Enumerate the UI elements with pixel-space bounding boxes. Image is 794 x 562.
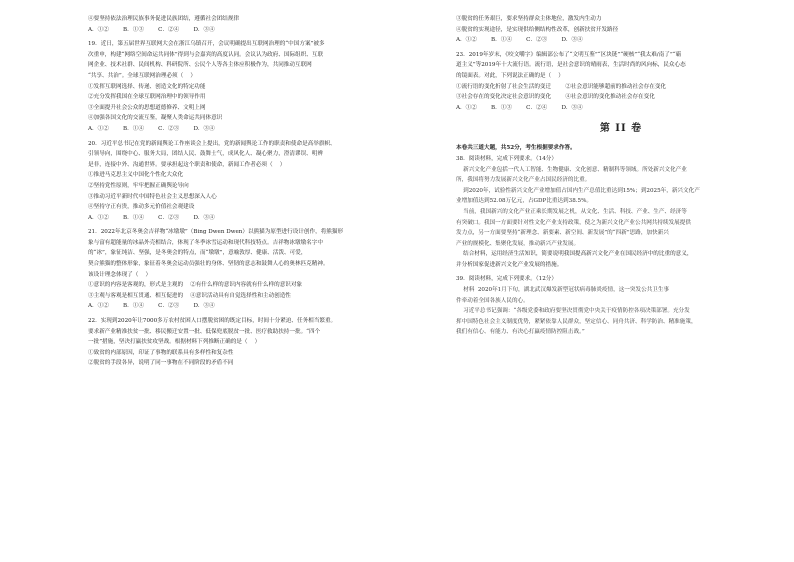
question-text: 的镜面表。对此，下列说法正确的是（ ） (456, 72, 564, 79)
question-text: ④加强各国文化的交流互鉴，凝聚人类命运共同体意识 (88, 115, 223, 122)
question-text: 20．习近平总书记在党的新闻舆论工作座谈会上提出，党的新闻舆论工作的职责和使命是高举旗帜、 (88, 140, 336, 147)
material-text: 挥中国特色社会主义制度优势，紧紧依靠人民群众，坚定信心、同舟共济、科学防治、精准施策， (456, 318, 697, 325)
question-text: ③推动习近平新时代中国特色社会主义思想深入人心 (88, 193, 217, 200)
material-text: 业增加值达到52.08万亿元，占GDP比重达到38.5%。 (456, 198, 593, 205)
material-text: 发力点，另一方面要坚持“新理念、新要素、新空间、新发展”的“四新”思路，加快新兴 (456, 230, 669, 237)
material-text: 习近平总书记强调：“各级党委和政府要坚决贯彻党中央关于疫情防控各项决策部署。充分发 (456, 308, 690, 315)
question-text: 39．阅读材料，完成下列要求。（12分） (456, 276, 557, 283)
question-text: ①发挥互联网选择、传递、创造文化的特定功能 (88, 83, 206, 90)
question-text: 19．近日，第五届世界互联网大会在浙江乌镇召开，会议明确提出互联网治理的“中国方案”被多 (88, 41, 325, 48)
question-text: ④坚持守正有贵，推动多元价值社会观建设 (88, 204, 195, 211)
question-text: 该设计理念体现了（ ） (88, 271, 152, 278)
material-text: 当前，我国新兴的文化产业正乘长期发展之机，从文化、生活、科技、产业、生产、经济等 (456, 208, 687, 215)
question-text: 38．阅读材料，完成下列要求。（14分） (456, 155, 557, 162)
answer-choices: A．①② B．①③ C．②④ D．③④ (456, 104, 583, 111)
material-text: 产业的规模化、集聚化发展，推动新兴产业发展。 (456, 240, 580, 247)
material-text: 材料 2020年1月下旬，湖北武汉爆发新型冠状病毒肺炎疫情，这一突发公共卫生事 (456, 287, 670, 294)
section-instruction: 本卷共三道大题，共52分，考生根据要求作答。 (456, 145, 576, 152)
question-text: 网企业、技术社群、民间机构、科研院所、公民个人等各主体应积极作为，共同推动互联网 (88, 62, 312, 69)
material-text: 我们有信心、有能力、有决心打赢疫情防控阻击战。” (456, 329, 585, 336)
question-text: 要求新产业精准扶贫一批、移民搬迁安置一批、低保兜底脱贫一批、医疗救助扶持一批。“四个 (88, 328, 321, 335)
material-text: 所，我国将努力发展新兴文化产业占国民经济的比重。 (456, 177, 591, 184)
question-text: ③社会存在的变化决定社会意识的变化 ④社会意识的变化推动社会存在变化 (456, 94, 655, 101)
answer-choices: A．①② B．①④ C．②③ D．③④ (88, 214, 215, 221)
question-text: ③脱贫的任务艰巨，要求坚持群众主体地位，激发内生动力 (456, 16, 602, 22)
material-text: 件牵动着全国各族人民的心。 (456, 297, 529, 304)
question-text: 的“冰”，象征纯洁、坚强，是冬奥会的特点，而“墩墩”，意喻敦厚、健康、活泼、可爱， (88, 250, 307, 257)
question-text: ②坚持党性原则，牢牢把握正确舆论导向 (88, 182, 189, 189)
question-text: 次重申，构建“网络空间命运共同体”得到与会嘉宾的高度认同。会议认为政府、国际组织、互联 (88, 51, 324, 58)
right-column (456, 14, 786, 338)
answer-choices: A．①② B．①③ C．②④ D．③④ (88, 26, 215, 33)
question-text: 22．实现到2020年让7000多万农村贫困人口摆脱贫困的既定目标，时间十分紧迫、任务相当繁重。 (88, 318, 337, 325)
section-heading: 第 II 卷 (599, 123, 643, 135)
question-text: 21．2022年北京冬奥会吉祥物“冰墩墩”（Bing Dwen Dwen）以熊猫为原型进行设计创作，将熊猫形 (88, 229, 344, 236)
answer-choices: A．①② B．①④ C．②③ D．③④ (88, 125, 215, 132)
question-text: ③全面提升社会公众的思想道德修养、文明上网 (88, 104, 206, 111)
question-text: ④要坚持依法治理民族事务促进民族团结，遵循社会团结规律 (88, 16, 240, 22)
question-text: 并分析国家促进新兴文化产业发展的措施。 (456, 261, 563, 268)
question-text: 23．2019年岁末，《咬文嚼字》编辑部公布了“文明互鉴”“区块链”“硬核”“我太难/南了”“霸 (456, 51, 682, 58)
question-text: 象与富有超能量的冰晶外壳相结合，体现了冬季冰雪运动和现代科技特点。吉祥物冰墩墩名字中 (88, 239, 323, 246)
question-text: ①推进马克思主义中国化个性化大众化 (88, 172, 184, 179)
question-text: ①致贫的内部原因，印证了事物的联系具有多样性和复杂性 (88, 349, 234, 356)
question-text: 道主义”等2019年十大流行语。流行语，是社会意识的晴雨表，生活时尚的风向标，民众心态 (456, 62, 686, 69)
question-text: “共享、共治”。全球互联网治理必须（ ） (88, 72, 196, 79)
answer-choices: A．①② B．①④ C．②③ D．③④ (456, 37, 583, 44)
material-text: 到2020年，试验性新兴文化产业增加值占国内生产总值比重达到15%；到2025年，新兴文化产 (456, 187, 700, 194)
question-text: ②脱贫的手段各异，说明了同一事物在不同阶段的矛盾不同 (88, 360, 234, 367)
question-text: 契合熊猫的整体形象，象征着冬奥会运动员强壮的身体、坚韧的意志和鼓舞人心的奥林匹克精神。 (88, 261, 329, 268)
question-text: ④脱贫的实现途径，是实现供给侧结构性改革，创新扶贫开发路径 (456, 26, 619, 33)
question-text: 结合材料，运用经济生活知识，简要说明我国提高新兴文化产业在国民经济中的比重的意义， (456, 251, 693, 258)
question-text: 引领导向，围绕中心、服务大局，团结人民、鼓舞士气，成风化人、凝心聚力，澄清谬误、明辨 (88, 151, 323, 158)
question-text: ③主观与客观是相互贯通、相互促进的 ④意识活动具有自觉选择性和主动创造性 (88, 292, 291, 299)
material-text: 有突破口。我国一方面要针对性文化产业支持政策，使之为新兴文化产业公共网共持续发展提供 (456, 219, 691, 226)
question-text: 一批”措施，坚决打赢扶贫攻坚战。根据材料下列推断正确的是（ ） (88, 339, 261, 346)
question-text: 是非，连接中外、沟通世界。要承担起这个职责和使命，新闻工作者必须（ ） (88, 161, 286, 168)
left-column (88, 14, 418, 369)
material-text: 新兴文化产业包括一代人工智能、生物健康、文化创意、精制科等领域。所处新兴文化产业 (456, 166, 687, 173)
question-text: ①意识的内容是客观的，形式是主观的 ②有什么样的意识内容就有什么样的意识对象 (88, 282, 303, 289)
question-text: ②充分发挥我国在全球互联网治理中的领导作用 (88, 94, 206, 101)
answer-choices: A．①② B．①④ C．②③ D．③④ (88, 303, 215, 310)
question-text: ①流行语的变化折射了社会生活的变迁 ②社会意识能够超前的推动社会存在变化 (456, 83, 667, 90)
